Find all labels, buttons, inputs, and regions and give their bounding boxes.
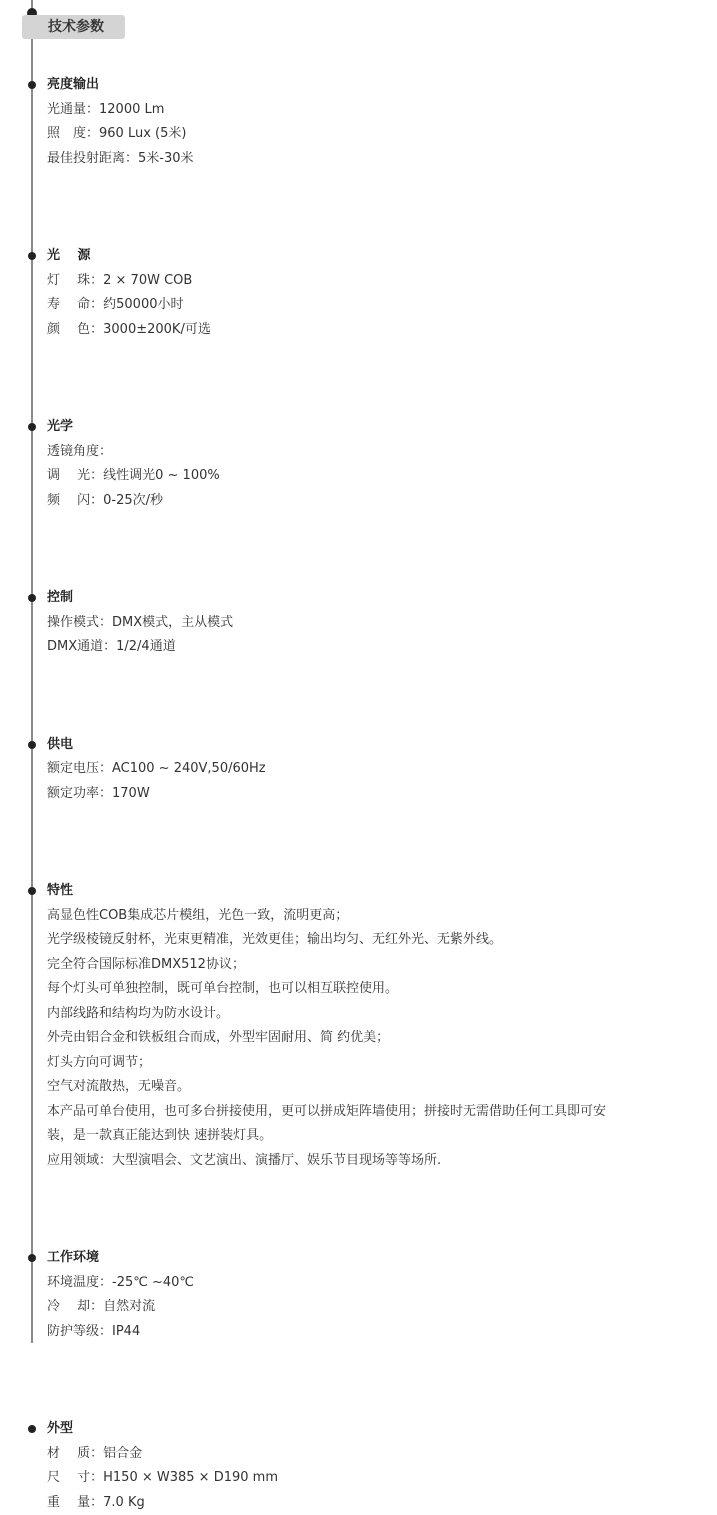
spec-line: 灯 珠：2 × 70W COB (47, 269, 717, 294)
page-title: 技术参数 (48, 15, 104, 39)
spec-line: 频 闪：0-25次/秒 (47, 489, 717, 514)
spec-line: 最佳投射距离：5米-30米 (47, 147, 717, 172)
spec-line: 寿 命：约50000小时 (47, 293, 717, 318)
spec-line: 本产品可单台使用，也可多台拼接使用，更可以拼成矩阵墙使用；拼接时无需借助任何工具即可安 (47, 1100, 717, 1125)
spec-list (47, 1442, 717, 1515)
section-bullet-dot (28, 1425, 36, 1433)
section-bullet-dot (28, 423, 36, 431)
spec-line: 重 量：7.0 Kg (47, 1491, 717, 1515)
spec-line: 环境温度：-25℃ ~40℃ (47, 1271, 717, 1296)
section-title: 外型 (47, 1417, 717, 1442)
spec-list (47, 98, 717, 172)
spec-list (47, 757, 717, 806)
spec-line: 装，是一款真正能达到快 速拼装灯具。 (47, 1124, 717, 1149)
spec-line: 操作模式：DMX模式，主从模式 (47, 611, 717, 636)
spec-list (47, 611, 717, 660)
spec-line: 光学级棱镜反射杯，光束更精准，光效更佳；输出均匀、无红外光、无紫外线。 (47, 928, 717, 953)
section-bullet-dot (28, 741, 36, 749)
spec-line: 材 质：铝合金 (47, 1442, 717, 1467)
section-title: 特性 (47, 879, 717, 904)
spec-line: DMX通道：1/2/4通道 (47, 635, 717, 660)
spec-line: 完全符合国际标准DMX512协议； (47, 953, 717, 978)
spec-section (0, 1246, 717, 1344)
section-title: 光学 (47, 415, 717, 440)
spec-section (0, 879, 717, 1173)
spec-line: 防护等级：IP44 (47, 1320, 717, 1345)
spec-line: 颜 色：3000±200K/可选 (47, 318, 717, 343)
spec-section (0, 586, 717, 660)
section-bullet-dot (28, 887, 36, 895)
spec-list (47, 1271, 717, 1345)
spec-line: 内部线路和结构均为防水设计。 (47, 1002, 717, 1027)
spec-line: 额定功率：170W (47, 782, 717, 807)
section-bullet-dot (28, 81, 36, 89)
section-title: 工作环境 (47, 1246, 717, 1271)
spec-list (47, 440, 717, 514)
spec-line: 照 度：960 Lux (5米) (47, 122, 717, 147)
spec-section (0, 73, 717, 171)
spec-list (47, 904, 717, 1174)
spec-list (47, 269, 717, 343)
spec-section (0, 415, 717, 513)
spec-line: 灯头方向可调节； (47, 1051, 717, 1076)
section-title: 控制 (47, 586, 717, 611)
section-title: 亮度输出 (47, 73, 717, 98)
section-title: 供电 (47, 733, 717, 758)
spec-section (0, 1417, 717, 1515)
spec-line: 外壳由铝合金和铁板组合而成，外型牢固耐用、简 约优美； (47, 1026, 717, 1051)
spec-line: 空气对流散热，无噪音。 (47, 1075, 717, 1100)
spec-line: 冷 却：自然对流 (47, 1295, 717, 1320)
spec-line: 调 光：线性调光0 ~ 100% (47, 464, 717, 489)
spec-section (0, 244, 717, 342)
section-bullet-dot (28, 1254, 36, 1262)
spec-section (0, 733, 717, 807)
section-bullet-dot (28, 594, 36, 602)
spec-line: 光通量：12000 Lm (47, 98, 717, 123)
spec-line: 高显色性COB集成芯片模组，光色一致，流明更高； (47, 904, 717, 929)
spec-line: 额定电压：AC100 ~ 240V,50/60Hz (47, 757, 717, 782)
spec-line: 尺 寸：H150 × W385 × D190 mm (47, 1466, 717, 1491)
spec-sections (0, 73, 717, 1515)
spec-line: 应用领域：大型演唱会、文艺演出、演播厅、娱乐节目现场等等场所. (47, 1149, 717, 1174)
spec-line: 透镜角度： (47, 440, 717, 465)
spec-line: 每个灯头可单独控制，既可单台控制，也可以相互联控使用。 (47, 977, 717, 1002)
section-bullet-dot (28, 252, 36, 260)
section-title: 光 源 (47, 244, 717, 269)
